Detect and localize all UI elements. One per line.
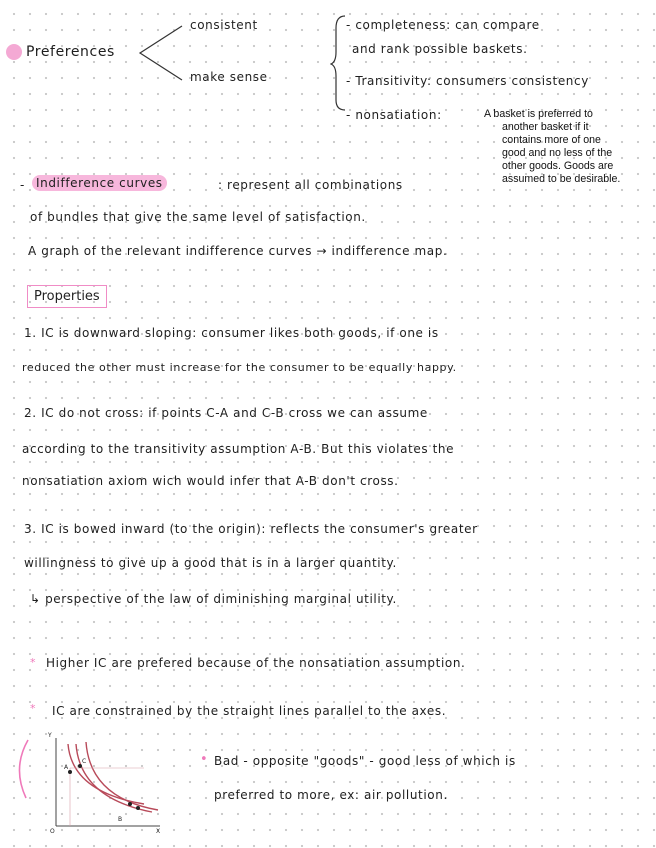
property-2: 2. IC do not cross: if points C-A and C-B cross we can assume xyxy=(24,406,428,420)
branch-lines xyxy=(132,16,192,86)
graph-x-label: X xyxy=(156,828,161,835)
note-line: assumed to be desirable. xyxy=(502,173,621,185)
pink-paren xyxy=(10,738,34,802)
note-bad-definition: Bad - opposite "goods" - good less of which is xyxy=(214,754,516,768)
prop-completeness: - completeness: can compare xyxy=(346,18,540,32)
bad-bullet: • xyxy=(200,752,208,767)
note-ic-constrained: IC are constrained by the straight lines parallel to the axes. xyxy=(52,704,447,718)
star-bullet: * xyxy=(30,656,36,669)
indifference-dash: - xyxy=(20,178,25,192)
prop-nonsatiation: - nonsatiation: xyxy=(346,108,442,122)
property-1: 1. IC is downward sloping: consumer likes both goods, if one is xyxy=(24,326,439,340)
graph-point-b: B xyxy=(118,816,123,823)
note-line: another basket if it xyxy=(502,121,589,133)
properties-heading: Properties xyxy=(27,285,107,308)
nonsatiation-note xyxy=(484,108,620,186)
graph-point-c: C xyxy=(82,758,87,765)
graph-origin-label: O xyxy=(50,828,56,835)
indifference-map-line: A graph of the relevant indifference curves → indifference map. xyxy=(28,244,448,258)
indifference-definition-cont: of bundles that give the same level of satisfaction. xyxy=(30,210,366,224)
note-line: other goods. Goods are xyxy=(502,160,614,172)
graph-point-a: A xyxy=(64,764,69,771)
property-3: 3. IC is bowed inward (to the origin): reflects the consumer's greater xyxy=(24,522,478,536)
property-3-arrow: ↳ perspective of the law of diminishing marginal utility. xyxy=(30,592,397,606)
star-bullet: * xyxy=(30,702,36,715)
note-line: good and no less of the xyxy=(502,147,613,159)
indifference-term: Indifference curves xyxy=(32,175,167,191)
property-3-cont: willingness to give up a good that is in a larger quantity. xyxy=(24,556,397,570)
note-bad-definition-cont: preferred to more, ex: air pollution. xyxy=(214,788,448,802)
pink-bullet-dot xyxy=(6,44,22,60)
prop-transitivity: - Transitivity: consumers consistency xyxy=(346,74,589,88)
branch-make-sense: make sense xyxy=(190,70,268,84)
property-2-cont: nonsatiation axiom wich would infer that A-B don't cross. xyxy=(22,474,399,488)
preferences-title: Preferences xyxy=(26,44,115,60)
note-line: A basket is preferred to xyxy=(484,108,593,120)
prop-completeness-cont: and rank possible baskets. xyxy=(352,42,528,56)
note-higher-ic: Higher IC are prefered because of the nonsatiation assumption. xyxy=(46,656,466,670)
property-2-cont: according to the transitivity assumption A-B. But this violates the xyxy=(22,442,455,456)
indifference-definition: : represent all combinations xyxy=(218,178,403,192)
property-1-cont: reduced the other must increase for the consumer to be equally happy. xyxy=(22,361,457,374)
note-line: contains more of one xyxy=(502,134,601,146)
graph-y-label: Y xyxy=(48,732,53,739)
branch-consistent: consistent xyxy=(190,18,258,32)
indifference-curve-graph xyxy=(44,732,164,836)
